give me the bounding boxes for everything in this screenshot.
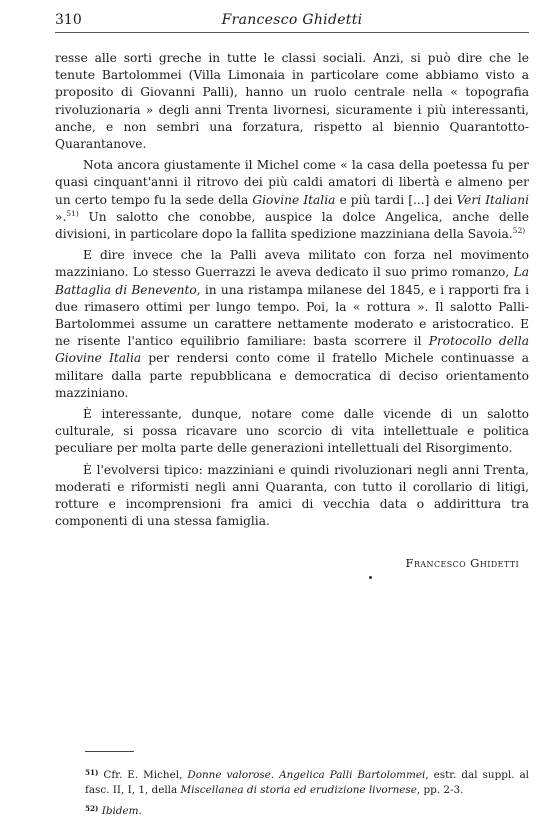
footnote-rule — [85, 751, 134, 752]
stray-dot — [369, 576, 372, 579]
italic-title: Donne valorose. Angelica Palli Bartolommei — [187, 769, 426, 781]
footnote-number: 51) — [85, 768, 99, 777]
body-text — [55, 50, 529, 530]
text-run: resse alle sorti greche in tutte le classi sociali. Anzi, si può dire che le tenute Bartolommei (Villa Limonaia in particolare come abbiamo visto a proposito di Giovanni Palli), hanno un ruolo centrale nella « topografia rivoluzionaria » degli anni Trenta livornesi, sicuramente i più interessanti, anche, e non sembri una forzatura, rispetto al biennio Quarantotto-Quarantanove. — [55, 51, 529, 152]
italic-title: Miscellanea di storia ed erudizione livornese — [180, 784, 417, 797]
page-number: 310 — [55, 12, 82, 28]
author-signature: Francesco Ghidetti — [405, 556, 519, 570]
text-run: , pp. 2-3. — [416, 784, 464, 797]
body-paragraph — [55, 462, 529, 531]
italic-title: Veri Italiani — [456, 192, 529, 207]
footnote-ref: 52) — [512, 226, 526, 236]
footnotes — [85, 768, 529, 819]
text-run: Nota ancora giustamente il Michel come « la casa della poetessa fu per quasi cinquant'anni il ritrovo dei più caldi amatori di libertà e almeno per un certo tempo fu la sede della — [55, 158, 529, 207]
italic-title: Ibidem. — [101, 804, 142, 817]
text-run: , estr. dal suppl. al fasc. II, I, 1, della — [85, 769, 529, 797]
body-paragraph — [55, 50, 529, 153]
italic-title: La Battaglia di Benevento — [55, 265, 529, 297]
page-header — [55, 8, 529, 33]
text-run: E dire invece che la Palli aveva militato con forza nel movimento mazziniano. Lo stesso Guerrazzi le aveva dedicato il suo primo romanzo, — [55, 248, 529, 280]
footnote — [85, 768, 529, 799]
footnote-ref: 51) — [66, 208, 79, 218]
body-paragraph — [55, 247, 529, 402]
text-run: , in una ristampa milanese del 1845, e i rapporti fra i due rimasero ottimi per lungo tempo. Poi, la « rottura ». Il salotto Palli-Bartolommei assume un carattere nettamente moderato e aristocratico. E ne risente l'antico equilibrio familiare: basta scorrere il — [55, 282, 529, 349]
footnote-number: 52) — [85, 803, 99, 813]
text-run: Un salotto che conobbe, auspice la dolce Angelica, anche delle divisioni, in particolare dopo la fallita spedizione mazziniana della Savoia. — [55, 209, 529, 242]
body-paragraph — [55, 406, 529, 458]
running-head: Francesco Ghidetti — [221, 12, 363, 28]
text-run: È l'evolversi tipico: mazziniani e quindi rivoluzionari negli anni Trenta, moderati e riformisti negli anni Quaranta, con tutto il corollario di litigi, rotture e incomprensioni fra amici di vecchia data o addirittura tra componenti di una stessa famiglia. — [55, 462, 529, 529]
text-run: Cfr. E. Michel, — [103, 769, 188, 781]
italic-title: Protocollo della Giovine Italia — [55, 334, 529, 366]
text-run: ». — [55, 209, 67, 224]
text-run: È interessante, dunque, notare come dalle vicende di un salotto culturale, si possa ricavare uno scorcio di vita intellettuale e politica peculiare per molta parte delle generazioni intellettuali del Risorgimento. — [55, 407, 529, 456]
footnote — [85, 804, 529, 819]
body-paragraph — [55, 157, 529, 243]
text-run: e più tardi [...] dei — [335, 192, 457, 207]
italic-title: Giovine Italia — [252, 192, 336, 207]
text-run: per rendersi conto come il fratello Michele continuasse a militare dalla parte repubblicana e democratica di deciso orientamento mazziniano. — [55, 351, 529, 400]
